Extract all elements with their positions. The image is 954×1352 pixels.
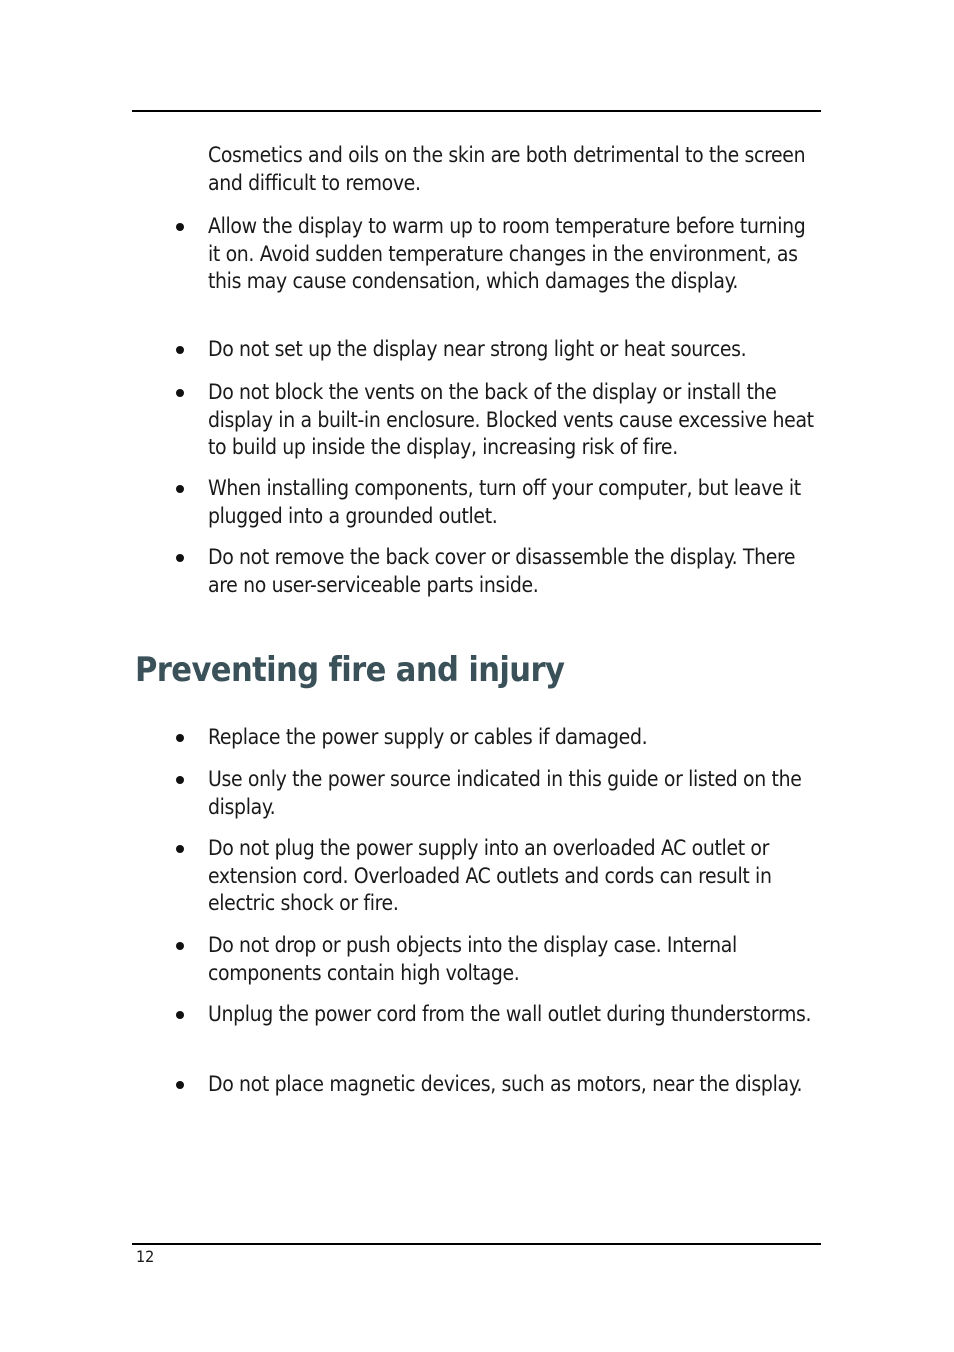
bullet-icon <box>176 776 184 784</box>
bullet-icon <box>176 845 184 853</box>
list-item: Replace the power supply or cables if damaged. <box>208 725 648 749</box>
bullet-icon <box>176 389 184 397</box>
bullet-icon <box>176 346 184 354</box>
section-heading: Preventing fire and injury <box>135 650 565 690</box>
list-item: Do not place magnetic devices, such as motors, near the display. <box>208 1072 803 1096</box>
list-item: Do not drop or push objects into the display case. Internal components contain high voltage. <box>208 933 737 985</box>
bullet-icon <box>176 223 184 231</box>
list-item: Do not set up the display near strong light or heat sources. <box>208 337 747 361</box>
bullet-icon <box>176 1081 184 1089</box>
list-item: Unplug the power cord from the wall outlet during thunderstorms. <box>208 1002 812 1026</box>
bullet-icon <box>176 1011 184 1019</box>
continuation-paragraph: Cosmetics and oils on the skin are both detrimental to the screen and difficult to remove. <box>208 143 806 195</box>
page-number: 12 <box>136 1247 155 1266</box>
list-item: Do not block the vents on the back of the display or install the display in a built-in enclosure. Blocked vents cause excessive heat to build up inside the display, increasing risk of fire. <box>208 380 814 459</box>
bullet-icon <box>176 485 184 493</box>
list-item: Do not plug the power supply into an overloaded AC outlet or extension cord. Overloaded AC outlets and cords can result in electric shock or fire. <box>208 836 772 915</box>
bullet-icon <box>176 942 184 950</box>
footer-rule <box>132 1243 821 1245</box>
bullet-icon <box>176 734 184 742</box>
bullet-icon <box>176 554 184 562</box>
list-item: When installing components, turn off your computer, but leave it plugged into a grounded outlet. <box>208 476 801 528</box>
list-item: Do not remove the back cover or disassemble the display. There are no user-serviceable parts inside. <box>208 545 796 597</box>
list-item: Use only the power source indicated in this guide or listed on the display. <box>208 767 802 819</box>
header-rule <box>132 110 821 112</box>
list-item: Allow the display to warm up to room temperature before turning it on. Avoid sudden temperature changes in the environment, as this may cause condensation, which damages the display. <box>208 214 806 293</box>
